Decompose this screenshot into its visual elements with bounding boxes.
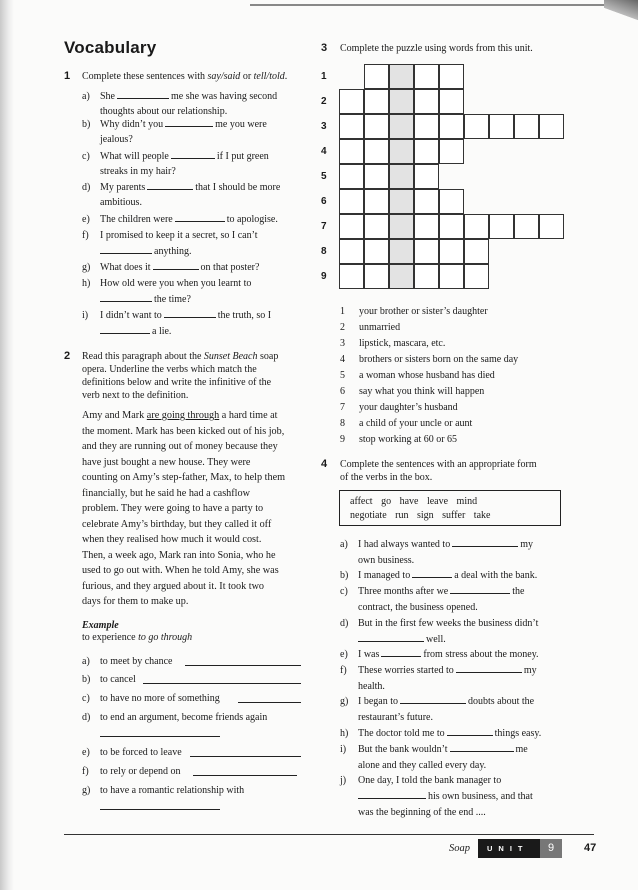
ex2-answer-line-e[interactable]	[190, 755, 301, 757]
puzzle-cell[interactable]	[339, 139, 364, 164]
page-number: 47	[584, 842, 597, 854]
puzzle-cell[interactable]	[464, 239, 489, 264]
footer-rule	[64, 834, 594, 835]
exercise-3-instructions: Complete the puzzle using words from this unit.	[340, 43, 533, 54]
sunset-beach-paragraph: Amy and Mark are going through a hard time at the moment. Mark has been kicked out of his job, and they are running out of money because they have just bought a new house. They were counting on Amy’s step-father, Max, to help them financially, but he said he had a cashflow problem. They were going to have a party to celebrate Amy’s birthday, but they called it off when they realised how much it would cost. Then, a week ago, Mark ran into Sonia, who he used to go out with. When he told Amy, she was furious, and they argued about it. It took two days for them to make up.	[82, 410, 286, 607]
exercise-2-number: 2	[64, 350, 71, 362]
answer-blank[interactable]	[100, 292, 152, 302]
puzzle-cell[interactable]	[439, 264, 464, 289]
puzzle-cell[interactable]	[439, 239, 464, 264]
puzzle-cell[interactable]	[389, 239, 414, 264]
puzzle-cell[interactable]	[514, 114, 539, 139]
clue-number: 6	[340, 386, 345, 397]
crossword-puzzle-grid	[339, 64, 563, 289]
puzzle-cell[interactable]	[389, 264, 414, 289]
puzzle-cell[interactable]	[439, 214, 464, 239]
puzzle-cell[interactable]	[389, 214, 414, 239]
puzzle-cell[interactable]	[414, 264, 439, 289]
puzzle-cell[interactable]	[464, 214, 489, 239]
verb-box	[339, 490, 561, 526]
puzzle-cell[interactable]	[339, 214, 364, 239]
answer-blank[interactable]	[147, 180, 193, 190]
puzzle-cell[interactable]	[414, 239, 439, 264]
answer-blank[interactable]	[117, 89, 169, 99]
clue-number: 1	[340, 306, 345, 317]
puzzle-cell[interactable]	[389, 89, 414, 114]
answer-blank[interactable]	[400, 694, 466, 704]
puzzle-cell[interactable]	[339, 189, 364, 214]
example-body: to experience to go through	[82, 632, 193, 643]
puzzle-cell[interactable]	[364, 214, 389, 239]
puzzle-row-number: 3	[321, 121, 327, 132]
answer-blank[interactable]	[100, 324, 150, 334]
clue-text: say what you think will happen	[359, 386, 485, 397]
clue-text: your brother or sister’s daughter	[359, 306, 488, 317]
clue-number: 5	[340, 370, 345, 381]
page-title: Vocabulary	[64, 38, 157, 57]
puzzle-row-number: 7	[321, 221, 327, 232]
puzzle-cell[interactable]	[414, 189, 439, 214]
footer-unit-number: 9	[540, 839, 562, 858]
footer-unit-title: Soap	[449, 843, 470, 854]
exercise-3-number: 3	[321, 42, 328, 54]
ex2-answer-line-a[interactable]	[185, 664, 301, 666]
puzzle-cell[interactable]	[389, 64, 414, 89]
puzzle-cell[interactable]	[514, 214, 539, 239]
exercise-4-number: 4	[321, 458, 328, 470]
ex2-answer-line-b[interactable]	[143, 682, 301, 684]
puzzle-cell[interactable]	[414, 214, 439, 239]
puzzle-cell[interactable]	[339, 164, 364, 189]
puzzle-row-number: 6	[321, 196, 327, 207]
verb-box-line-1: affect go have leave mind	[350, 496, 478, 507]
answer-blank[interactable]	[175, 212, 225, 222]
puzzle-cell[interactable]	[489, 214, 514, 239]
puzzle-cell[interactable]	[464, 264, 489, 289]
puzzle-cell[interactable]	[364, 264, 389, 289]
clue-number: 2	[340, 322, 345, 333]
puzzle-cell[interactable]	[339, 114, 364, 139]
workbook-page: Vocabulary 1 Complete these sentences with say/said or tell/told. a) She me she was having second thoughts about our relationship. b) Why didn’t you me you were jealous? c) What will people if I put green streaks in my hair? d) My parents that I should be more ambitious. e) The children were to apologise. f) I promised to keep it a secret, so I can’t anything. g) What does it on that poster? h) How old were you when you learnt to the time? i) I didn’t want to the truth, so I a lie. 2 Read this paragraph about the Sunset Beach soap opera. Underline the verbs which match the definitions below and write the infinitive of the verb next to the definition. Amy and Mark are going through a hard time at the moment. Mark has been kicked out of his job, and they are running out of money because they have just bought a new house. They were counting on Amy’s step-father, Max, to help them financially, but he said he had a cashflow problem. They were going to have a party to celebrate Amy’s birthday, but they called it off when they realised how much it would cost. Then, a week ago, Mark ran into Sonia, who he used to go out with. When he told Amy, she was furious, and they argued about it. It took two days for them to make up. Example to experience to go through a) to meet by chance b) to cancel c) to have no more of something d) to end an argument, become friends again e) to be forced to leave f) to rely or depend on g) to have a romantic relationship with 3 Complete the puzzle using words from this unit. 1 2 3 4 5 6 7 8 9 1 your brother or sister’s daughter 2 unmarried 3 lipstick, mascara, etc. 4 brothers or sisters born on the same day 5 a woman whose husband has died 6 say what you think will happen 7 your daughter’s husband 8 a child of your uncle or aunt 9 stop working at 60 or 65 4 Complete the sentences with an appropriate form of the verbs in the box. affect go have leave mind negotiate run sign suffer take a) I had always wanted to my own business. b) I managed to a deal with the bank. c) Three months after we the contract, the business opened. d) But in the first few weeks the business didn’t well. e) I was from stress about the money. f) These worries started to my health. g) I began to doubts about the restaurant’s future. h) The doctor told me to things easy. i) But the bank wouldn’t me alone and they called every day. j) One day, I told the bank manager to his own business, and that was the beginning of the end .... Soap UNIT 9 47	[0, 0, 638, 890]
puzzle-cell[interactable]	[489, 114, 514, 139]
puzzle-cell[interactable]	[439, 189, 464, 214]
answer-blank[interactable]	[450, 584, 510, 594]
puzzle-cell[interactable]	[389, 164, 414, 189]
puzzle-row-number: 1	[321, 71, 327, 82]
page-corner-curl	[604, 0, 638, 24]
clue-number: 8	[340, 418, 345, 429]
clue-number: 9	[340, 434, 345, 445]
clue-text: your daughter’s husband	[359, 402, 458, 413]
puzzle-cell[interactable]	[364, 89, 389, 114]
puzzle-cell[interactable]	[389, 189, 414, 214]
clue-text: a child of your uncle or aunt	[359, 418, 473, 429]
answer-blank[interactable]	[412, 568, 452, 578]
answer-blank[interactable]	[381, 647, 421, 657]
exercise-2-instructions: Read this paragraph about the Sunset Beach soap opera. Underline the verbs which match the definitions below and write the infinitive of the verb next to the definition.	[82, 351, 279, 401]
puzzle-row-number: 8	[321, 246, 327, 257]
puzzle-cell[interactable]	[364, 164, 389, 189]
answer-blank[interactable]	[100, 244, 152, 254]
puzzle-cell[interactable]	[414, 164, 439, 189]
answer-blank[interactable]	[450, 742, 514, 752]
answer-blank[interactable]	[171, 149, 215, 159]
puzzle-cell[interactable]	[414, 64, 439, 89]
clue-text: lipstick, mascara, etc.	[359, 338, 446, 349]
answer-blank[interactable]	[452, 537, 518, 547]
top-rule	[250, 4, 610, 6]
clue-number: 7	[340, 402, 345, 413]
ex2-answer-line-c[interactable]	[238, 701, 301, 703]
ex2-answer-line-g[interactable]	[100, 808, 220, 810]
answer-blank[interactable]	[358, 789, 426, 799]
clue-text: unmarried	[359, 322, 401, 333]
exercise-1-number: 1	[64, 70, 71, 82]
exercise-4-instructions: Complete the sentences with an appropriate form of the verbs in the box.	[340, 459, 537, 483]
clue-text: brothers or sisters born on the same day	[359, 354, 519, 365]
puzzle-row-number: 9	[321, 271, 327, 282]
puzzle-row-number: 2	[321, 96, 327, 107]
answer-blank[interactable]	[456, 663, 522, 673]
puzzle-cell[interactable]	[414, 89, 439, 114]
puzzle-cell[interactable]	[364, 239, 389, 264]
answer-blank[interactable]	[153, 260, 199, 270]
answer-blank[interactable]	[447, 726, 493, 736]
puzzle-cell[interactable]	[364, 114, 389, 139]
answer-blank[interactable]	[358, 632, 424, 642]
clue-number: 4	[340, 354, 345, 365]
puzzle-cell[interactable]	[364, 139, 389, 164]
puzzle-cell[interactable]	[364, 189, 389, 214]
ex2-answer-line-f[interactable]	[193, 774, 297, 776]
puzzle-cell[interactable]	[339, 239, 364, 264]
answer-blank[interactable]	[165, 117, 213, 127]
clue-text: a woman whose husband has died	[359, 370, 495, 381]
puzzle-cell[interactable]	[464, 114, 489, 139]
puzzle-cell[interactable]	[539, 214, 564, 239]
puzzle-cell[interactable]	[439, 139, 464, 164]
ex2-answer-line-d[interactable]	[100, 735, 220, 737]
verb-box-line-2: negotiate run sign suffer take	[350, 510, 491, 521]
clue-text: stop working at 60 or 65	[359, 434, 458, 445]
puzzle-cell[interactable]	[414, 114, 439, 139]
puzzle-row-number: 5	[321, 171, 327, 182]
puzzle-cell[interactable]	[439, 64, 464, 89]
puzzle-cell[interactable]	[339, 264, 364, 289]
puzzle-cell[interactable]	[439, 114, 464, 139]
answer-blank[interactable]	[164, 308, 216, 318]
puzzle-cell[interactable]	[389, 139, 414, 164]
example-title: Example	[82, 620, 119, 631]
footer-unit-label: UNIT	[487, 844, 529, 853]
puzzle-cell[interactable]	[339, 89, 364, 114]
puzzle-cell[interactable]	[364, 64, 389, 89]
clue-number: 3	[340, 338, 345, 349]
puzzle-cell[interactable]	[539, 114, 564, 139]
puzzle-cell[interactable]	[389, 114, 414, 139]
exercise-1-instructions: Complete these sentences with say/said or tell/told.	[82, 71, 288, 82]
page-spine-shadow	[0, 0, 14, 890]
puzzle-cell[interactable]	[439, 89, 464, 114]
puzzle-cell[interactable]	[414, 139, 439, 164]
puzzle-row-number: 4	[321, 146, 327, 157]
